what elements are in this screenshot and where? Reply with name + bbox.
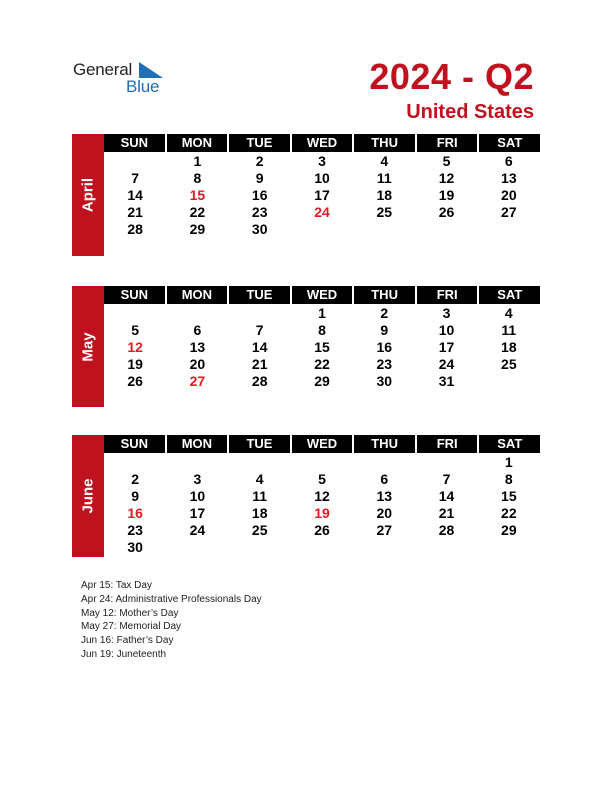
weekday-label: WED <box>290 286 353 304</box>
page-title: 2024 - Q2 <box>369 56 534 97</box>
day-cell: 30 <box>376 373 393 389</box>
weekday-header <box>104 435 540 453</box>
weekday-header <box>104 286 540 304</box>
day-cell: 15 <box>314 339 330 355</box>
day-cell: 28 <box>438 522 455 538</box>
day-cell: 12 <box>438 170 455 186</box>
weekday-label: MON <box>165 286 228 304</box>
day-cell: 18 <box>501 339 517 355</box>
day-cell: 29 <box>314 373 330 389</box>
day-cell: 2 <box>131 471 140 487</box>
week-row <box>104 356 540 373</box>
day-cell: 3 <box>318 153 326 169</box>
day-cell: 4 <box>380 153 389 169</box>
holiday-note: Jun 19: Juneteenth <box>81 648 167 660</box>
empty-day-cell <box>229 539 291 556</box>
weekday-label: FRI <box>415 435 478 453</box>
logo <box>73 60 173 96</box>
week-row <box>104 471 540 488</box>
country-subtitle: United States <box>406 101 534 123</box>
weekday-label: SAT <box>477 286 540 304</box>
day-cell: 5 <box>442 153 451 169</box>
day-cell: 5 <box>131 322 140 338</box>
day-cell: 19 <box>438 187 455 203</box>
weekday-label: TUE <box>227 134 290 152</box>
day-cell: 27 <box>189 373 206 389</box>
holiday-note: Apr 24: Administrative Professionals Day <box>81 593 262 605</box>
day-cell: 9 <box>131 488 140 504</box>
day-cell: 13 <box>376 488 393 504</box>
day-cell: 18 <box>251 505 268 521</box>
day-cell: 11 <box>376 170 392 186</box>
week-row <box>104 373 540 390</box>
weekday-label: TUE <box>227 286 290 304</box>
day-cell: 30 <box>127 539 143 555</box>
weekday-label: THU <box>352 286 415 304</box>
day-cell: 20 <box>376 505 393 521</box>
month-bar <box>72 286 104 407</box>
empty-day-cell <box>291 454 353 471</box>
day-cell: 1 <box>193 153 202 169</box>
weekday-label: FRI <box>415 286 478 304</box>
day-cell: 23 <box>127 522 143 538</box>
weekday-label: WED <box>290 134 353 152</box>
day-cell: 26 <box>314 522 330 538</box>
empty-day-cell <box>353 539 415 556</box>
day-cell: 25 <box>501 356 517 372</box>
weekday-label: MON <box>165 134 228 152</box>
day-cell: 1 <box>318 305 326 321</box>
month-name: May <box>79 331 97 362</box>
weekday-label: THU <box>352 435 415 453</box>
empty-day-cell <box>415 221 477 238</box>
week-row <box>104 539 540 556</box>
empty-day-cell <box>229 305 291 322</box>
empty-day-cell <box>353 454 415 471</box>
day-cell: 13 <box>501 170 517 186</box>
day-cell: 2 <box>380 305 389 321</box>
day-cell: 21 <box>127 204 143 220</box>
logo-blue-text: Blue <box>126 77 160 96</box>
weekday-header <box>104 134 540 152</box>
weekday-label: THU <box>352 134 415 152</box>
empty-day-cell <box>166 539 228 556</box>
day-cell: 9 <box>380 322 389 338</box>
week-row <box>104 221 540 238</box>
week-row <box>104 488 540 505</box>
day-cell: 24 <box>438 356 455 372</box>
day-cell: 16 <box>376 339 393 355</box>
day-cell: 27 <box>376 522 393 538</box>
empty-day-cell <box>229 454 291 471</box>
day-cell: 18 <box>376 187 393 203</box>
empty-day-cell <box>415 454 477 471</box>
week-row <box>104 204 540 221</box>
day-cell: 19 <box>314 505 330 521</box>
weekday-label: SUN <box>120 287 149 302</box>
day-cell: 8 <box>193 170 202 186</box>
month-bar <box>72 435 104 557</box>
empty-day-cell <box>104 153 166 170</box>
week-row <box>104 522 540 539</box>
empty-day-cell <box>478 373 540 390</box>
day-cell: 13 <box>189 339 206 355</box>
day-grid <box>104 454 540 556</box>
day-cell: 6 <box>193 322 202 338</box>
day-cell: 14 <box>127 187 143 203</box>
day-cell: 7 <box>442 471 451 487</box>
empty-day-cell <box>478 221 540 238</box>
weekday-label: SUN <box>120 135 149 150</box>
weekday-label: MON <box>165 435 228 453</box>
day-cell: 28 <box>127 221 143 237</box>
week-row <box>104 170 540 187</box>
day-cell: 12 <box>127 339 143 355</box>
day-cell: 16 <box>251 187 268 203</box>
empty-day-cell <box>166 305 228 322</box>
day-cell: 24 <box>314 204 330 220</box>
day-cell: 14 <box>251 339 268 355</box>
day-cell: 14 <box>438 488 455 504</box>
day-cell: 11 <box>252 488 268 504</box>
week-row <box>104 322 540 339</box>
day-cell: 23 <box>251 204 268 220</box>
day-cell: 5 <box>318 471 326 487</box>
empty-day-cell <box>415 539 477 556</box>
day-cell: 8 <box>318 322 326 338</box>
week-row <box>104 305 540 322</box>
weekday-label: TUE <box>227 435 290 453</box>
day-cell: 9 <box>255 170 264 186</box>
day-cell: 20 <box>189 356 206 372</box>
day-cell: 26 <box>438 204 455 220</box>
weekday-label: SUN <box>120 436 149 451</box>
logo-triangle-icon <box>139 62 163 78</box>
empty-day-cell <box>478 539 540 556</box>
holiday-note: May 12: Mother’s Day <box>81 607 179 619</box>
day-cell: 22 <box>189 204 206 220</box>
day-cell: 29 <box>189 221 206 237</box>
empty-day-cell <box>104 305 166 322</box>
day-cell: 17 <box>189 505 206 521</box>
month-name: June <box>79 478 97 514</box>
holiday-notes <box>81 579 262 662</box>
day-cell: 3 <box>442 305 451 321</box>
day-cell: 17 <box>314 187 330 203</box>
month-block-june <box>72 435 540 557</box>
logo-general-text: General <box>73 60 133 79</box>
holiday-note: Jun 16: Father’s Day <box>81 635 174 647</box>
empty-day-cell <box>166 454 228 471</box>
day-cell: 7 <box>131 170 140 186</box>
day-cell: 25 <box>376 204 393 220</box>
day-cell: 2 <box>255 153 264 169</box>
day-cell: 6 <box>380 471 389 487</box>
month-bar <box>72 134 104 256</box>
weekday-label: SAT <box>477 435 540 453</box>
weekday-label: FRI <box>415 134 478 152</box>
day-cell: 1 <box>504 454 513 470</box>
day-cell: 8 <box>504 471 513 487</box>
day-cell: 17 <box>438 339 455 355</box>
day-cell: 7 <box>255 322 264 338</box>
day-cell: 6 <box>504 153 513 169</box>
day-cell: 31 <box>438 373 455 389</box>
empty-day-cell <box>291 221 353 238</box>
day-cell: 21 <box>251 356 268 372</box>
month-name: April <box>79 177 97 213</box>
day-cell: 21 <box>438 505 455 521</box>
day-cell: 11 <box>501 322 517 338</box>
week-row <box>104 339 540 356</box>
empty-day-cell <box>104 454 166 471</box>
day-cell: 10 <box>189 488 206 504</box>
day-cell: 29 <box>501 522 517 538</box>
day-cell: 16 <box>127 505 143 521</box>
day-cell: 28 <box>251 373 268 389</box>
day-grid <box>104 153 540 238</box>
day-cell: 25 <box>251 522 268 538</box>
holiday-note: Apr 15: Tax Day <box>81 580 152 591</box>
month-block-april <box>72 134 540 256</box>
weekday-label: WED <box>290 435 353 453</box>
week-row <box>104 505 540 522</box>
day-cell: 3 <box>193 471 202 487</box>
month-block-may <box>72 286 540 407</box>
day-cell: 10 <box>314 170 330 186</box>
day-cell: 20 <box>501 187 517 203</box>
day-grid <box>104 305 540 390</box>
holiday-note: May 27: Memorial Day <box>81 621 182 633</box>
day-cell: 4 <box>504 305 513 321</box>
week-row <box>104 153 540 170</box>
day-cell: 23 <box>376 356 393 372</box>
empty-day-cell <box>291 539 353 556</box>
day-cell: 27 <box>501 204 517 220</box>
day-cell: 19 <box>127 356 143 372</box>
day-cell: 12 <box>314 488 330 504</box>
week-row <box>104 187 540 204</box>
week-row <box>104 454 540 471</box>
day-cell: 15 <box>501 488 517 504</box>
day-cell: 24 <box>189 522 206 538</box>
day-cell: 10 <box>438 322 455 338</box>
day-cell: 4 <box>255 471 264 487</box>
day-cell: 15 <box>189 187 206 203</box>
day-cell: 22 <box>501 505 517 521</box>
day-cell: 26 <box>127 373 143 389</box>
empty-day-cell <box>353 221 415 238</box>
day-cell: 22 <box>314 356 330 372</box>
weekday-label: SAT <box>477 134 540 152</box>
day-cell: 30 <box>251 221 268 237</box>
